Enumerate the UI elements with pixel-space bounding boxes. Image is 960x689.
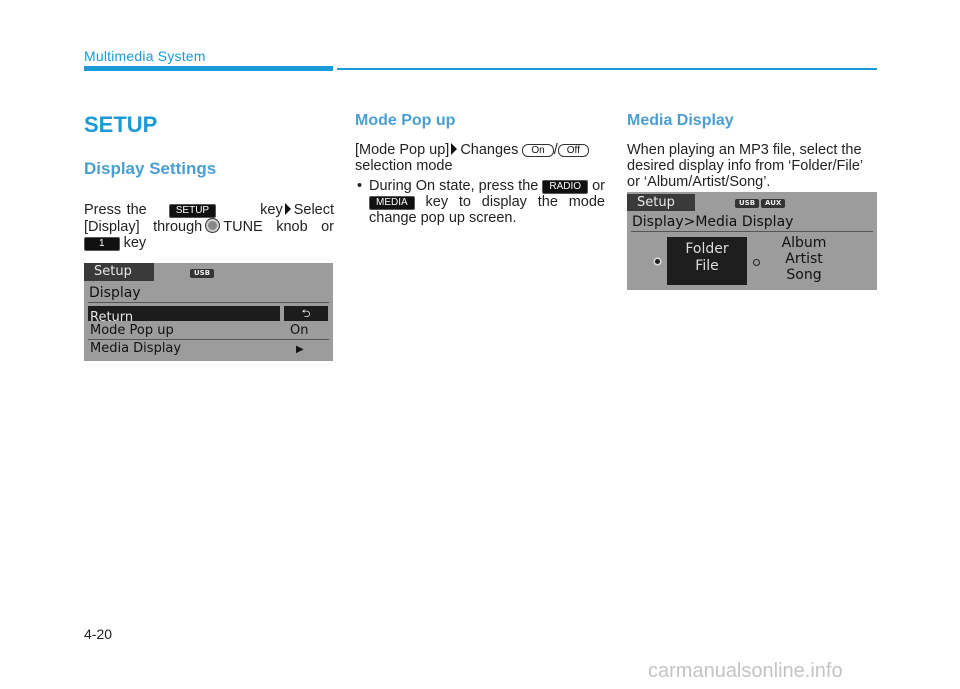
one-key: 1 [84, 237, 120, 251]
screen-row-mode-popup-value: On [290, 323, 309, 338]
screen-divider [88, 339, 329, 340]
tune-knob-icon [205, 218, 220, 233]
option-album-artist-song: Album Artist Song [781, 235, 827, 283]
media-display-heading: Media Display [627, 112, 734, 129]
screen-menu-title: Display [89, 285, 141, 301]
mode-popup-bullet: • During On state, press the RADIO or MEDIA key to display the mode change pop up screen. [355, 178, 605, 226]
section-title: SETUP [84, 112, 158, 137]
setup-tab: Setup [84, 263, 154, 281]
screen-row-media-display: Media Display [90, 341, 182, 356]
setup-key: SETUP [169, 204, 216, 218]
screen-divider [88, 302, 329, 303]
column-mode-popup [355, 112, 605, 226]
column-media-display [627, 112, 877, 190]
usb-badge: USB [190, 269, 214, 278]
return-icon: ⮌ [284, 306, 328, 321]
media-key: MEDIA [369, 196, 415, 210]
display-settings-screen [84, 263, 333, 361]
watermark: carmanualsonline.info [648, 660, 843, 682]
option-folder-file: Folder File [667, 237, 747, 285]
header-title: Multimedia System [84, 48, 206, 64]
screen-row-return: Return [88, 306, 280, 321]
arrow-right-icon [285, 203, 291, 215]
usb-badge: USB [735, 199, 759, 208]
header-bar-left [84, 66, 333, 71]
header-bar-right [337, 68, 877, 70]
radio-unselected-icon [753, 259, 760, 266]
page-number: 4-20 [84, 626, 113, 642]
setup-tab: Setup [627, 194, 695, 211]
arrow-right-icon [451, 143, 457, 155]
column-display-settings [84, 160, 334, 251]
screen-row-mode-popup: Mode Pop up [90, 323, 174, 338]
on-key: On [522, 144, 553, 157]
display-settings-heading: Display Settings [84, 159, 217, 178]
radio-selected-icon [655, 259, 660, 264]
display-settings-text: Press the SETUP key Select [Display] through TUNE knob or 1 key [84, 202, 335, 251]
mode-popup-text: [Mode Pop up] Changes On / Off selection mode [355, 142, 605, 174]
aux-badge: AUX [761, 199, 785, 208]
off-key: Off [558, 144, 589, 157]
screen-menu-title: Display>Media Display [632, 214, 794, 230]
radio-key: RADIO [542, 180, 588, 194]
media-display-text: When playing an MP3 file, select the desired display info from ‘Folder/File’ or ‘Album/Artist/Song’. [627, 142, 863, 190]
media-display-screen [627, 192, 877, 290]
mode-popup-heading: Mode Pop up [355, 112, 456, 129]
screen-divider [631, 231, 873, 232]
chevron-right-icon: ▶ [296, 344, 304, 355]
